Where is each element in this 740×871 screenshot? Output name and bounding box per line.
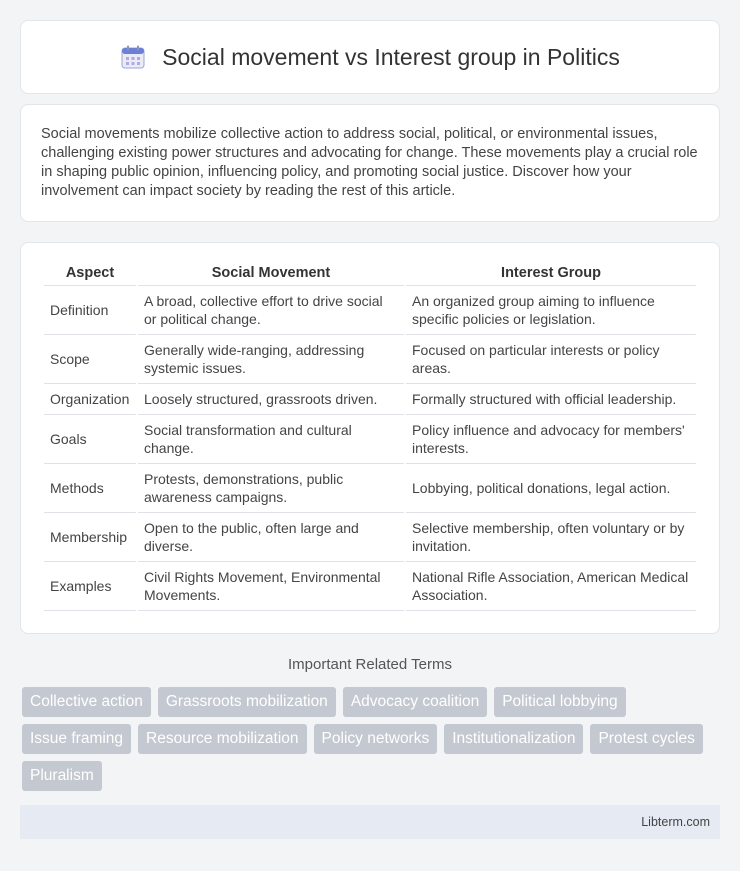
related-term-tag[interactable]: Resource mobilization [138, 724, 307, 754]
table-cell: National Rifle Association, American Medical Association. [406, 562, 696, 611]
related-term-tag[interactable]: Policy networks [314, 724, 438, 754]
footer [20, 805, 720, 839]
related-terms-tags [22, 687, 718, 791]
related-term-tag[interactable]: Issue framing [22, 724, 131, 754]
table-header: Social Movement [138, 261, 404, 286]
table-row [44, 464, 696, 513]
table-cell: Selective membership, often voluntary or by invitation. [406, 513, 696, 562]
table-cell-aspect: Methods [44, 464, 136, 513]
table-row [44, 562, 696, 611]
table-cell: Lobbying, political donations, legal action. [406, 464, 696, 513]
table-cell-aspect: Goals [44, 415, 136, 464]
comparison-table-card [20, 242, 720, 634]
related-term-tag[interactable]: Protest cycles [590, 724, 702, 754]
calendar-icon [120, 44, 146, 70]
table-row [44, 335, 696, 384]
table-cell: Formally structured with official leadership. [406, 384, 696, 415]
related-term-tag[interactable]: Institutionalization [444, 724, 583, 754]
table-cell: Open to the public, often large and diverse. [138, 513, 404, 562]
table-cell-aspect: Scope [44, 335, 136, 384]
table-row [44, 513, 696, 562]
table-cell: A broad, collective effort to drive social or political change. [138, 286, 404, 335]
table-header-row [44, 261, 696, 286]
related-term-tag[interactable]: Political lobbying [494, 687, 625, 717]
page-title: Social movement vs Interest group in Politics [162, 43, 620, 70]
related-term-tag[interactable]: Pluralism [22, 761, 102, 791]
table-cell: Focused on particular interests or policy areas. [406, 335, 696, 384]
table-cell-aspect: Examples [44, 562, 136, 611]
table-header: Interest Group [406, 261, 696, 286]
table-cell: Protests, demonstrations, public awareness campaigns. [138, 464, 404, 513]
table-cell: Policy influence and advocacy for members' interests. [406, 415, 696, 464]
related-term-tag[interactable]: Collective action [22, 687, 151, 717]
intro-text: Social movements mobilize collective action to address social, political, or environmental issues, challenging existing power structures and advocating for change. These movements play a crucial role in shaping public opinion, influencing policy, and promoting social justice. Discover how your involvement can impact society by reading the rest of this article. [41, 126, 698, 199]
table-row [44, 384, 696, 415]
footer-brand-link[interactable]: Libterm.com [641, 815, 710, 829]
intro-card [20, 104, 720, 222]
table-row [44, 286, 696, 335]
table-cell-aspect: Definition [44, 286, 136, 335]
table-cell: Loosely structured, grassroots driven. [138, 384, 404, 415]
table-cell: Social transformation and cultural change. [138, 415, 404, 464]
related-term-tag[interactable]: Advocacy coalition [343, 687, 487, 717]
table-header: Aspect [44, 261, 136, 286]
table-cell: An organized group aiming to influence specific policies or legislation. [406, 286, 696, 335]
table-cell: Civil Rights Movement, Environmental Movements. [138, 562, 404, 611]
table-cell-aspect: Organization [44, 384, 136, 415]
title-card [20, 20, 720, 94]
table-cell-aspect: Membership [44, 513, 136, 562]
table-cell: Generally wide-ranging, addressing systemic issues. [138, 335, 404, 384]
related-term-tag[interactable]: Grassroots mobilization [158, 687, 336, 717]
table-row [44, 415, 696, 464]
comparison-table [42, 261, 698, 611]
related-terms-title: Important Related Terms [288, 656, 452, 673]
